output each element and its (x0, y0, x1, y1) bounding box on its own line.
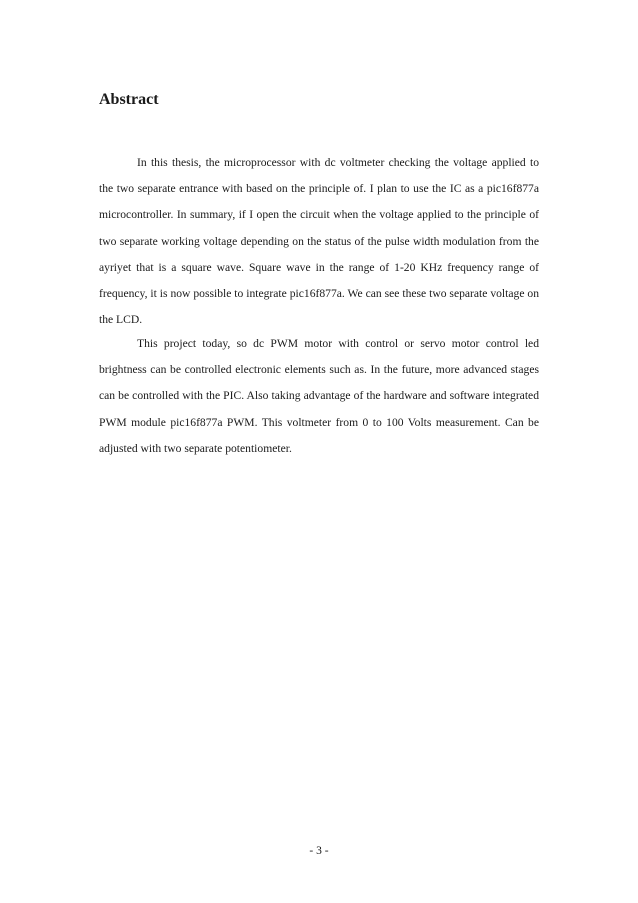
section-heading: Abstract (99, 91, 159, 108)
abstract-paragraph-2 (99, 331, 539, 462)
page-number: - 3 - (309, 845, 329, 857)
abstract-paragraph-1 (99, 150, 539, 333)
paragraph-text: This project today, so dc PWM motor with control or servo motor control led brightness can be controlled electronic elements such as. In the future, more advanced stages can be controlled with the PIC. Also taking advantage of the hardware and software integrated PWM module pic16f877a PWM. This voltmeter from 0 to 100 Volts measurement. Can be adjusted with two separate potentiometer. (99, 337, 539, 455)
paragraph-text: In this thesis, the microprocessor with dc voltmeter checking the voltage applied to the two separate entrance with based on the principle of. I plan to use the IC as a pic16f877a microcontroller. In summary, if I open the circuit when the voltage applied to the principle of two separate working voltage depending on the status of the pulse width modulation from the ayriyet that is a square wave. Square wave in the range of 1-20 KHz frequency range of frequency, it is now possible to integrate pic16f877a. We can see these two separate voltage on the LCD. (99, 156, 539, 327)
